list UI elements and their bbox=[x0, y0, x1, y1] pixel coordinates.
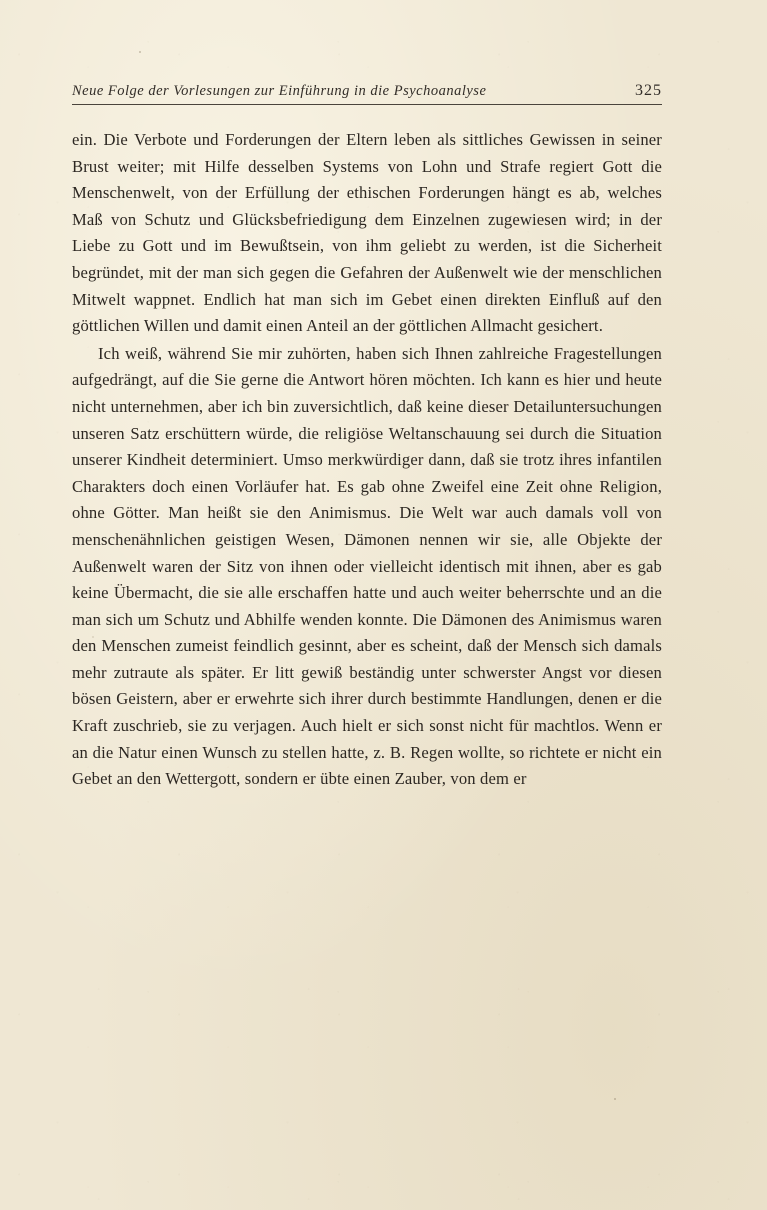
page-number: 325 bbox=[635, 82, 662, 99]
page-content bbox=[72, 82, 662, 793]
paper-speck bbox=[614, 1098, 616, 1100]
running-head bbox=[72, 82, 662, 105]
paper-speck bbox=[139, 51, 141, 53]
paper-speck bbox=[92, 636, 94, 638]
paragraph-1: ein. Die Verbote und Forderungen der Eltern leben als sittliches Gewissen in seiner Brust weiter; mit Hilfe desselben Systems von Lohn und Strafe regiert Gott die Menschenwelt, von der Erfüllung der ethischen Forderungen hängt es ab, welches Maß von Schutz und Glücksbefriedigung dem Einzelnen zugewiesen wird; in der Liebe zu Gott und im Bewußtsein, von ihm geliebt zu werden, ist die Sicherheit begründet, mit der man sich gegen die Gefahren der Außenwelt wie der menschlichen Mitwelt wappnet. Endlich hat man sich im Gebet einen direkten Einfluß auf den göttlichen Willen und damit einen Anteil an der göttlichen Allmacht gesichert. bbox=[72, 130, 662, 336]
paragraph-2: Ich weiß, während Sie mir zuhörten, haben sich Ihnen zahlreiche Fragestellungen aufgedrängt, auf die Sie gerne die Antwort hören möchten. Ich kann es hier und heute nicht unternehmen, aber ich bin zuversichtlich, daß keine dieser Detailuntersuchungen unseren Satz erschüttern würde, die religiöse Weltanschauung sei durch die Situation unserer Kindheit determiniert. Umso merkwürdiger dann, daß sie trotz ihres infantilen Charakters doch einen Vorläufer hat. Es gab ohne Zweifel eine Zeit ohne Religion, ohne Götter. Man heißt sie den Animismus. Die Welt war auch damals voll von menschenähnlichen geistigen Wesen, Dämonen nennen wir sie, alle Objekte der Außenwelt waren der Sitz von ihnen oder vielleicht identisch mit ihnen, aber es gab keine Übermacht, die sie alle erschaffen hatte und auch weiter beherrschte und an die man sich um Schutz und Abhilfe wenden konnte. Die Dämonen des Animismus waren den Menschen zumeist feindlich gesinnt, aber es scheint, daß der Mensch sich damals mehr zutraute als später. Er litt gewiß beständig unter schwerster Angst vor diesen bösen Geistern, aber er erwehrte sich ihrer durch bestimmte Handlungen, denen er die Kraft zuschrieb, sie zu verjagen. Auch hielt er sich sonst nicht für machtlos. Wenn er an die Natur einen Wunsch zu stellen hatte, z. B. Regen wollte, so richtete er nicht ein Gebet an den Wettergott, sondern er übte einen Zauber, von dem er bbox=[72, 343, 662, 789]
running-head-title: Neue Folge der Vorlesungen zur Einführung in die Psychoanalyse bbox=[72, 83, 487, 99]
